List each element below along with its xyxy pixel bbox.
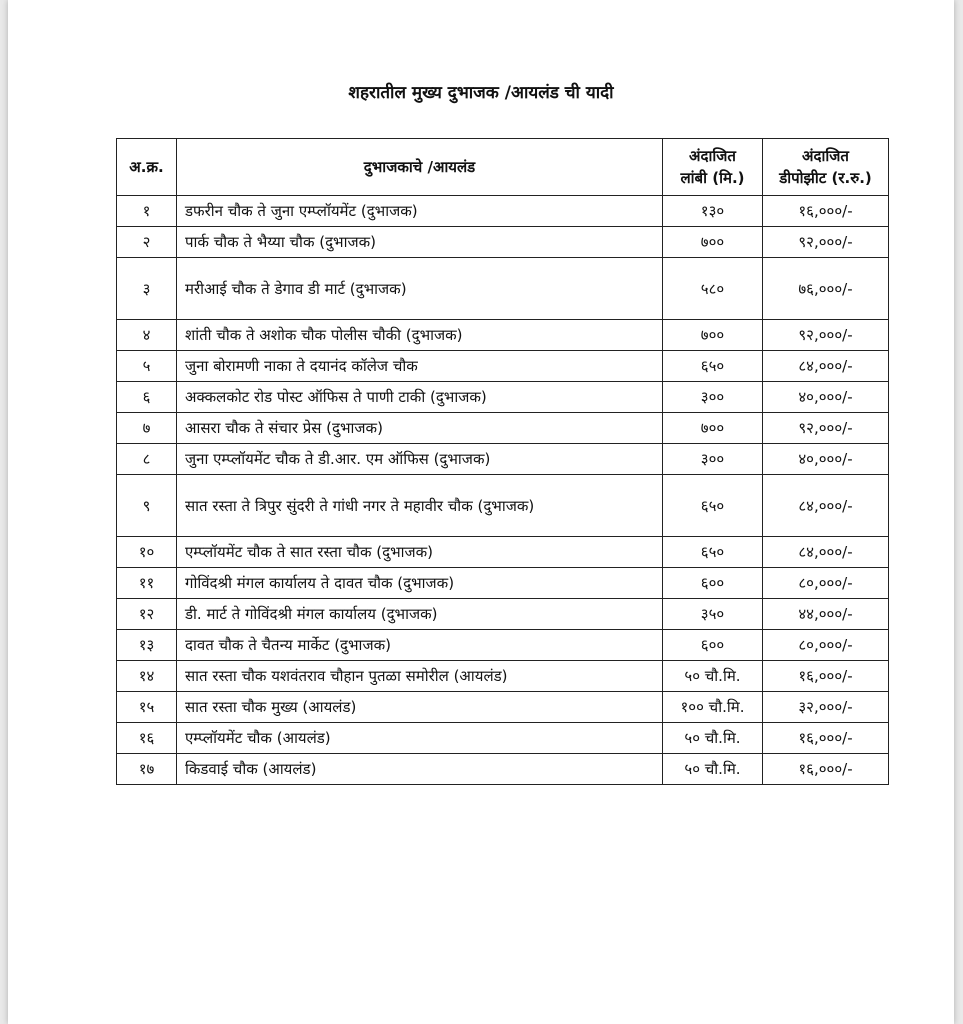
header-length: [663, 139, 763, 196]
row-length: ७००: [663, 227, 763, 258]
row-name: दावत चौक ते चैतन्य मार्केट (दुभाजक): [177, 630, 663, 661]
table-row: [117, 599, 889, 630]
row-length: ३००: [663, 444, 763, 475]
row-name: एम्प्लॉयमेंट चौक ते सात रस्ता चौक (दुभाजक): [177, 537, 663, 568]
row-name: जुना बोरामणी नाका ते दयानंद कॉलेज चौक: [177, 351, 663, 382]
row-deposit: ४०,०००/-: [763, 382, 889, 413]
table-row: [117, 444, 889, 475]
document-title: शहरातील मुख्य दुभाजक /आयलंड ची यादी: [348, 83, 614, 103]
row-length: ६००: [663, 568, 763, 599]
header-serial: अ.क्र.: [117, 139, 177, 196]
table-row: [117, 351, 889, 382]
row-deposit: ९२,०००/-: [763, 413, 889, 444]
table-row: [117, 568, 889, 599]
table-row: [117, 692, 889, 723]
row-name: आसरा चौक ते संचार प्रेस (दुभाजक): [177, 413, 663, 444]
row-deposit: ७६,०००/-: [763, 258, 889, 320]
row-length: १०० चौ.मि.: [663, 692, 763, 723]
row-name: एम्प्लॉयमेंट चौक (आयलंड): [177, 723, 663, 754]
header-deposit-line1: अंदाजित: [802, 147, 849, 165]
row-deposit: ४०,०००/-: [763, 444, 889, 475]
row-deposit: ३२,०००/-: [763, 692, 889, 723]
row-serial: १०: [117, 537, 177, 568]
row-length: ६५०: [663, 351, 763, 382]
row-name: डफरीन चौक ते जुना एम्प्लॉयमेंट (दुभाजक): [177, 196, 663, 227]
row-name: सात रस्ता चौक यशवंतराव चौहान पुतळा समोरील (आयलंड): [177, 661, 663, 692]
row-length: ७००: [663, 320, 763, 351]
row-serial: ६: [117, 382, 177, 413]
row-deposit: १६,०००/-: [763, 723, 889, 754]
row-serial: ९: [117, 475, 177, 537]
table-row: [117, 320, 889, 351]
row-deposit: ४४,०००/-: [763, 599, 889, 630]
row-deposit: १६,०००/-: [763, 661, 889, 692]
divider-island-table: [116, 138, 889, 785]
row-length: १३०: [663, 196, 763, 227]
row-deposit: ८०,०००/-: [763, 568, 889, 599]
row-serial: १७: [117, 754, 177, 785]
table-row: [117, 227, 889, 258]
row-length: ६५०: [663, 537, 763, 568]
row-length: ३५०: [663, 599, 763, 630]
row-name: सात रस्ता चौक मुख्य (आयलंड): [177, 692, 663, 723]
table-row: [117, 630, 889, 661]
header-name: दुभाजकाचे /आयलंड: [177, 139, 663, 196]
row-deposit: १६,०००/-: [763, 196, 889, 227]
table-row: [117, 196, 889, 227]
row-serial: ११: [117, 568, 177, 599]
row-name: पार्क चौक ते भैय्या चौक (दुभाजक): [177, 227, 663, 258]
document-page: [8, 0, 954, 1024]
row-serial: ३: [117, 258, 177, 320]
row-serial: ४: [117, 320, 177, 351]
row-name: डी. मार्ट ते गोविंदश्री मंगल कार्यालय (दुभाजक): [177, 599, 663, 630]
row-serial: २: [117, 227, 177, 258]
row-name: शांती चौक ते अशोक चौक पोलीस चौकी (दुभाजक): [177, 320, 663, 351]
table-row: [117, 754, 889, 785]
row-deposit: १६,०००/-: [763, 754, 889, 785]
row-deposit: ८४,०००/-: [763, 537, 889, 568]
row-serial: ८: [117, 444, 177, 475]
header-length-line1: अंदाजित: [689, 147, 736, 165]
row-serial: १३: [117, 630, 177, 661]
row-length: ३००: [663, 382, 763, 413]
row-length: ५० चौ.मि.: [663, 723, 763, 754]
row-name: सात रस्ता ते त्रिपुर सुंदरी ते गांधी नगर ते महावीर चौक (दुभाजक): [177, 475, 663, 537]
row-deposit: ९२,०००/-: [763, 320, 889, 351]
row-name: किडवाई चौक (आयलंड): [177, 754, 663, 785]
row-length: ५० चौ.मि.: [663, 661, 763, 692]
header-deposit: [763, 139, 889, 196]
table-row: [117, 382, 889, 413]
row-name: मरीआई चौक ते डेगाव डी मार्ट (दुभाजक): [177, 258, 663, 320]
table-row: [117, 537, 889, 568]
row-serial: १५: [117, 692, 177, 723]
row-deposit: ९२,०००/-: [763, 227, 889, 258]
header-deposit-line2: डीपोझीट (र.रु.): [779, 169, 872, 187]
header-length-line2: लांबी (मि.): [680, 169, 745, 187]
row-deposit: ८४,०००/-: [763, 351, 889, 382]
table-row: [117, 258, 889, 320]
row-length: ७००: [663, 413, 763, 444]
table-row: [117, 413, 889, 444]
row-deposit: ८४,०००/-: [763, 475, 889, 537]
row-serial: ७: [117, 413, 177, 444]
row-length: ६५०: [663, 475, 763, 537]
row-serial: १२: [117, 599, 177, 630]
row-length: ५० चौ.मि.: [663, 754, 763, 785]
table-header-row: [117, 139, 889, 196]
row-name: जुना एम्प्लॉयमेंट चौक ते डी.आर. एम ऑफिस (दुभाजक): [177, 444, 663, 475]
row-length: ५८०: [663, 258, 763, 320]
row-name: अक्कलकोट रोड पोस्ट ऑफिस ते पाणी टाकी (दुभाजक): [177, 382, 663, 413]
row-serial: ५: [117, 351, 177, 382]
row-serial: १६: [117, 723, 177, 754]
row-length: ६००: [663, 630, 763, 661]
row-name: गोविंदश्री मंगल कार्यालय ते दावत चौक (दुभाजक): [177, 568, 663, 599]
table-row: [117, 475, 889, 537]
table-row: [117, 723, 889, 754]
table-row: [117, 661, 889, 692]
row-serial: १४: [117, 661, 177, 692]
row-deposit: ८०,०००/-: [763, 630, 889, 661]
row-serial: १: [117, 196, 177, 227]
